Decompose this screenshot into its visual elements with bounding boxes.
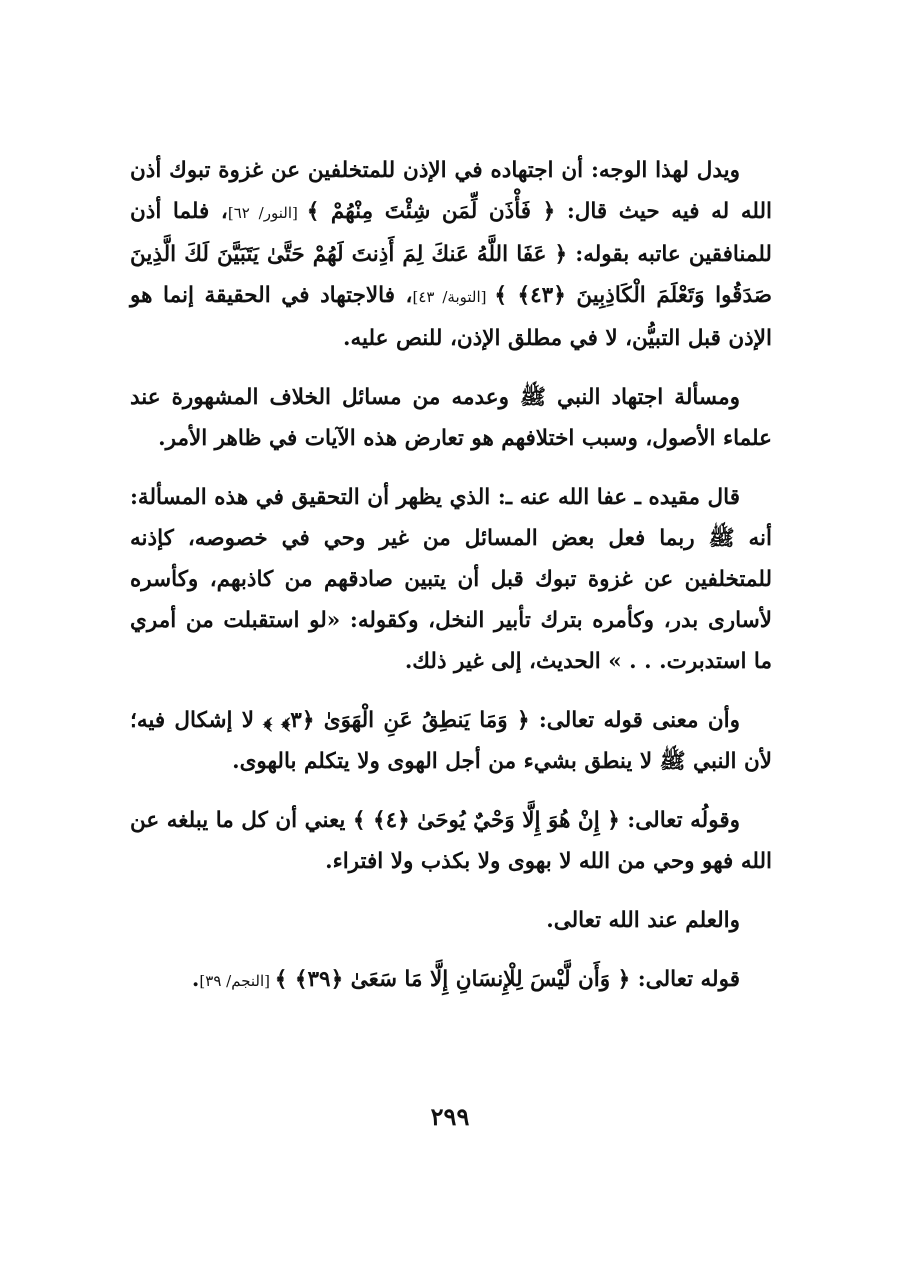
paragraph-7 [130,959,772,1002]
text: يعني أن كل ما يبلغه عن الله فهو وحي من الله لا بهوى ولا بكذب ولا افتراء. [130,808,772,874]
text: ويدل لهذا الوجه: أن اجتهاده في الإذن للمتخلفين عن غزوة تبوك أذن الله له فيه حيث قال: [130,158,772,224]
quran-verse: ﴿ فَأْذَن لِّمَن شِئْتَ مِنْهُمْ ﴾ [306,199,556,224]
text: وأن معنى قوله تعالى: [529,708,740,733]
page-number: ٢٩٩ [430,1102,470,1131]
text: . [191,967,200,992]
text: لا إشكال فيه؛ لأن النبي ﷺ لا ينطق بشيء من أجل الهوى ولا يتكلم بالهوى. [130,708,772,774]
paragraph-5 [130,800,772,882]
text: قال مقيده ـ عفا الله عنه ـ: الذي يظهر أن التحقيق في هذه المسألة: أنه ﷺ ربما فعل بعض المسائل من غير وحي في خصوصه، كإذنه للمتخلفين عن غزوة تبوك قبل أن يتبين صادقهم من كاذبهم، وكأسره لأسارى بدر، وكأمره بترك تأبير النخل، وكقوله: [130,485,772,633]
quran-verse: ﴿ وَمَا يَنطِقُ عَنِ الْهَوَىٰ ﴿٣﴾ ﴾ [263,708,530,733]
text: وقولُه تعالى: [619,808,740,833]
page-body [130,150,772,1020]
verse-reference: [التوبة/ ٤٣] [412,288,495,306]
quran-verse: ﴿ عَفَا اللَّهُ عَنكَ لِمَ أَذِنتَ لَهُمْ حَتَّىٰ يَتَبَيَّنَ لَكَ الَّذِينَ صَدَقُوا وَتَعْلَمَ الْكَاذِبِينَ ﴿٤٣﴾ ﴾ [130,242,772,308]
paragraph-2: ومسألة اجتهاد النبي ﷺ وعدمه من مسائل الخلاف المشهورة عند علماء الأصول، وسبب اختلافهم هو تعارض هذه الآيات في ظاهر الأمر. [130,385,772,451]
verse-reference: [النور/ ٦٢] [227,204,307,222]
text: الحديث، إلى غير ذلك. [404,649,609,674]
text: ، فلما أذن للمنافقين عاتبه بقوله: [130,199,772,267]
paragraph-6: والعلم عند الله تعالى. [546,908,740,933]
text: ، فالاجتهاد في الحقيقة إنما هو الإذن قبل التبيُّن، لا في مطلق الإذن، للنص عليه. [130,283,772,351]
verse-reference: [النجم/ ٣٩] [199,972,275,990]
quran-verse: ﴿ وَأَن لَّيْسَ لِلْإِنسَانِ إِلَّا مَا سَعَىٰ ﴿٣٩﴾ ﴾ [274,967,631,992]
quran-verse: ﴿ إِنْ هُوَ إِلَّا وَحْيٌ يُوحَىٰ ﴿٤﴾ ﴾ [352,808,620,833]
section-heading: قوله تعالى: [630,967,740,992]
hadith-quote: «لو استقبلت من أمري ما استدبرت. . . » [130,608,772,674]
paragraph-3 [130,477,772,682]
paragraph-1 [130,150,772,359]
paragraph-4 [130,700,772,782]
